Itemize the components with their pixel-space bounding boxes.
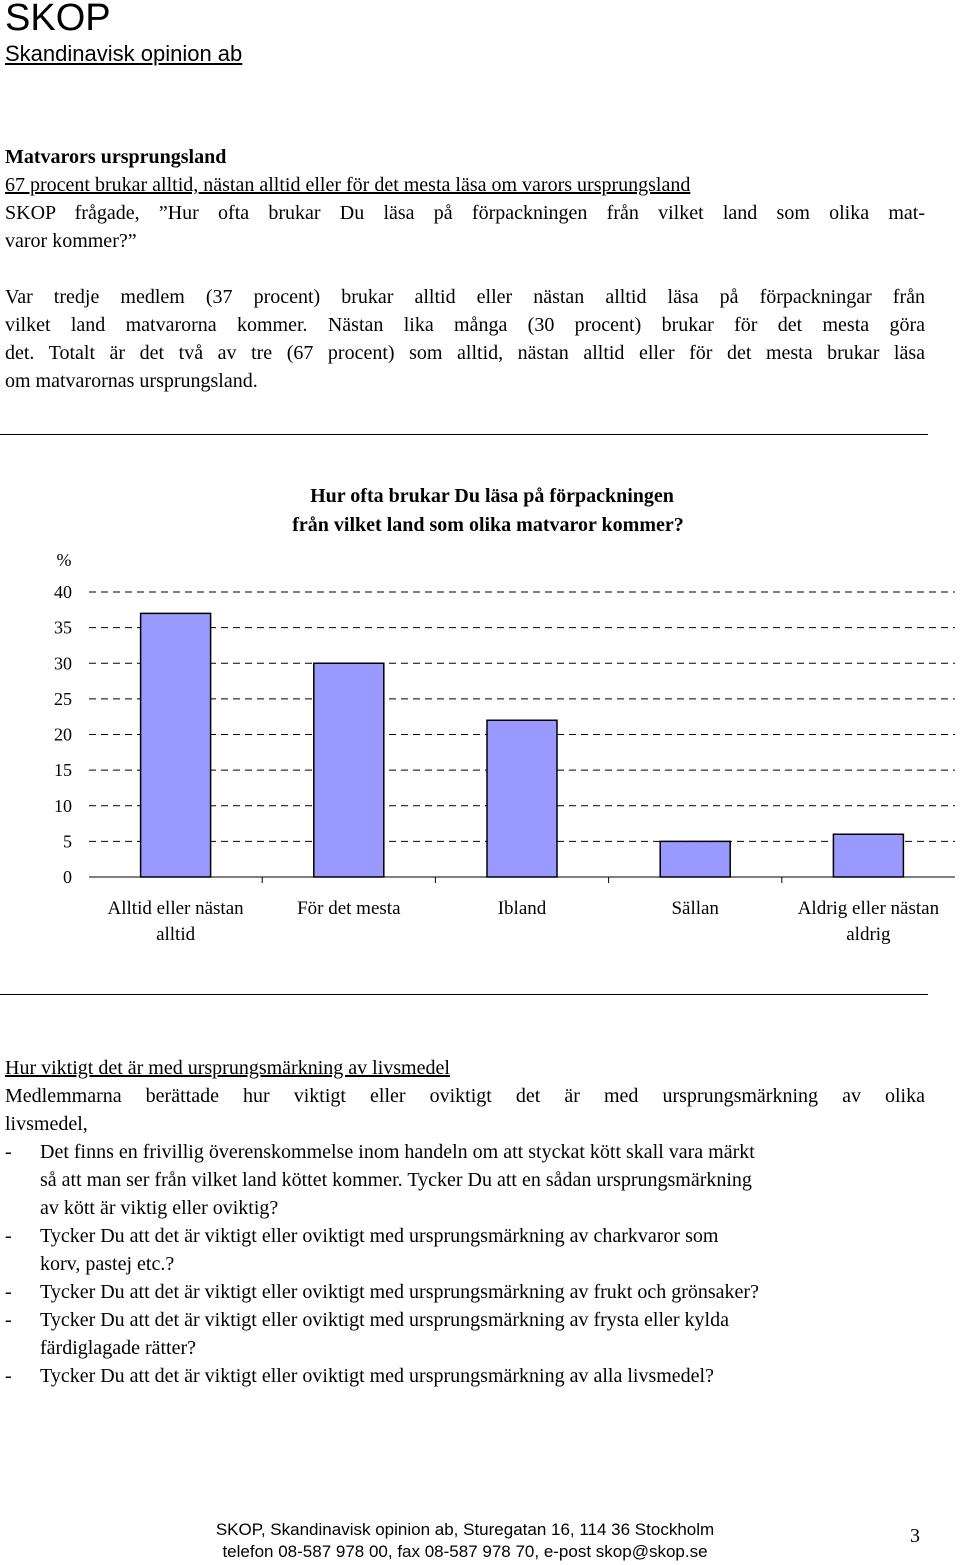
x-category-label: Alltid eller nästan: [107, 898, 244, 919]
footer-contact: telefon 08-587 978 00, fax 08-587 978 70, e-post skop@skop.se: [222, 1542, 708, 1561]
y-tick-label: 30: [54, 653, 72, 674]
page-number: 3: [910, 1525, 920, 1547]
y-tick-label: 5: [63, 831, 72, 852]
list-item-line: Tycker Du att det är viktigt eller oviktigt med ursprungsmärkning av charkvaror som: [40, 1225, 719, 1247]
section1-summary: 67 procent brukar alltid, nästan alltid eller för det mesta läsa om varors ursprungsland: [5, 174, 691, 196]
bar: [660, 841, 730, 877]
divider-top: [0, 434, 928, 435]
section1-paragraph-line4: om matvarornas ursprungsland.: [5, 370, 258, 392]
bullet-dash: -: [5, 1309, 12, 1331]
section1-heading: Matvarors ursprungsland: [5, 146, 227, 168]
x-category-label: alltid: [156, 924, 196, 945]
list-item-line: Tycker Du att det är viktigt eller oviktigt med ursprungsmärkning av frukt och grönsaker?: [40, 1281, 759, 1303]
section2-intro-line1: Medlemmarna berättade hur viktigt eller oviktigt det är med ursprungsmärkning av olika: [5, 1085, 925, 1107]
y-tick-label: 35: [54, 617, 72, 638]
x-category-label: aldrig: [846, 924, 891, 945]
x-category-label: Aldrig eller nästan: [797, 898, 940, 919]
y-tick-label: 20: [54, 724, 72, 745]
footer-address: SKOP, Skandinavisk opinion ab, Sturegatan 16, 114 36 Stockholm: [215, 1520, 715, 1539]
brand-name: SKOP: [5, 0, 111, 39]
bar: [141, 613, 211, 877]
bullet-dash: -: [5, 1365, 12, 1387]
x-category-label: Ibland: [497, 898, 547, 919]
bar-chart: [0, 470, 960, 950]
chart-title-line2: från vilket land som olika matvaror kommer?: [292, 514, 684, 536]
bar: [314, 663, 384, 877]
section2-intro-line2: livsmedel,: [5, 1113, 88, 1135]
bar: [833, 834, 903, 877]
bar: [487, 720, 557, 877]
y-tick-label: 15: [54, 760, 72, 781]
list-item-line: Tycker Du att det är viktigt eller oviktigt med ursprungsmärkning av alla livsmedel?: [40, 1365, 714, 1387]
bullet-dash: -: [5, 1141, 12, 1163]
list-item-line: Tycker Du att det är viktigt eller oviktigt med ursprungsmärkning av frysta eller kylda: [40, 1309, 729, 1331]
list-item-line: av kött är viktig eller oviktig?: [40, 1197, 279, 1219]
section1-paragraph-line3: det. Totalt är det två av tre (67 procent) som alltid, nästan alltid eller för det mesta brukar läsa: [5, 342, 925, 364]
y-tick-label: 25: [54, 688, 72, 709]
y-tick-label: 0: [63, 867, 72, 887]
list-item-line: färdiglagade rätter?: [40, 1337, 197, 1359]
section1-question-line2: varor kommer?”: [5, 230, 137, 252]
section2-heading: Hur viktigt det är med ursprungsmärkning av livsmedel: [5, 1057, 450, 1079]
bullet-dash: -: [5, 1281, 12, 1303]
list-item-line: Det finns en frivillig överenskommelse inom handeln om att styckat kött skall vara märkt: [40, 1141, 755, 1163]
brand-subtitle[interactable]: Skandinavisk opinion ab: [5, 41, 243, 66]
list-item-line: korv, pastej etc.?: [40, 1253, 175, 1275]
divider-bottom: [0, 994, 928, 995]
list-item-line: så att man ser från vilket land köttet kommer. Tycker Du att en sådan ursprungsmärkning: [40, 1169, 752, 1191]
section1-paragraph-line1: Var tredje medlem (37 procent) brukar alltid eller nästan alltid läsa på förpackningar från: [5, 286, 925, 308]
bullet-dash: -: [5, 1225, 12, 1247]
y-tick-label: 40: [54, 582, 72, 602]
y-tick-label: 10: [54, 795, 72, 816]
section1-question-line1: SKOP frågade, ”Hur ofta brukar Du läsa på förpackningen från vilket land som olika mat-: [5, 202, 925, 224]
x-category-label: Sällan: [671, 898, 719, 919]
x-category-label: För det mesta: [297, 898, 401, 919]
section1-paragraph-line2: vilket land matvarorna kommer. Nästan lika många (30 procent) brukar för det mesta göra: [5, 314, 925, 336]
y-axis-label: %: [56, 550, 72, 570]
chart-title-line1: Hur ofta brukar Du läsa på förpackningen: [310, 485, 674, 507]
